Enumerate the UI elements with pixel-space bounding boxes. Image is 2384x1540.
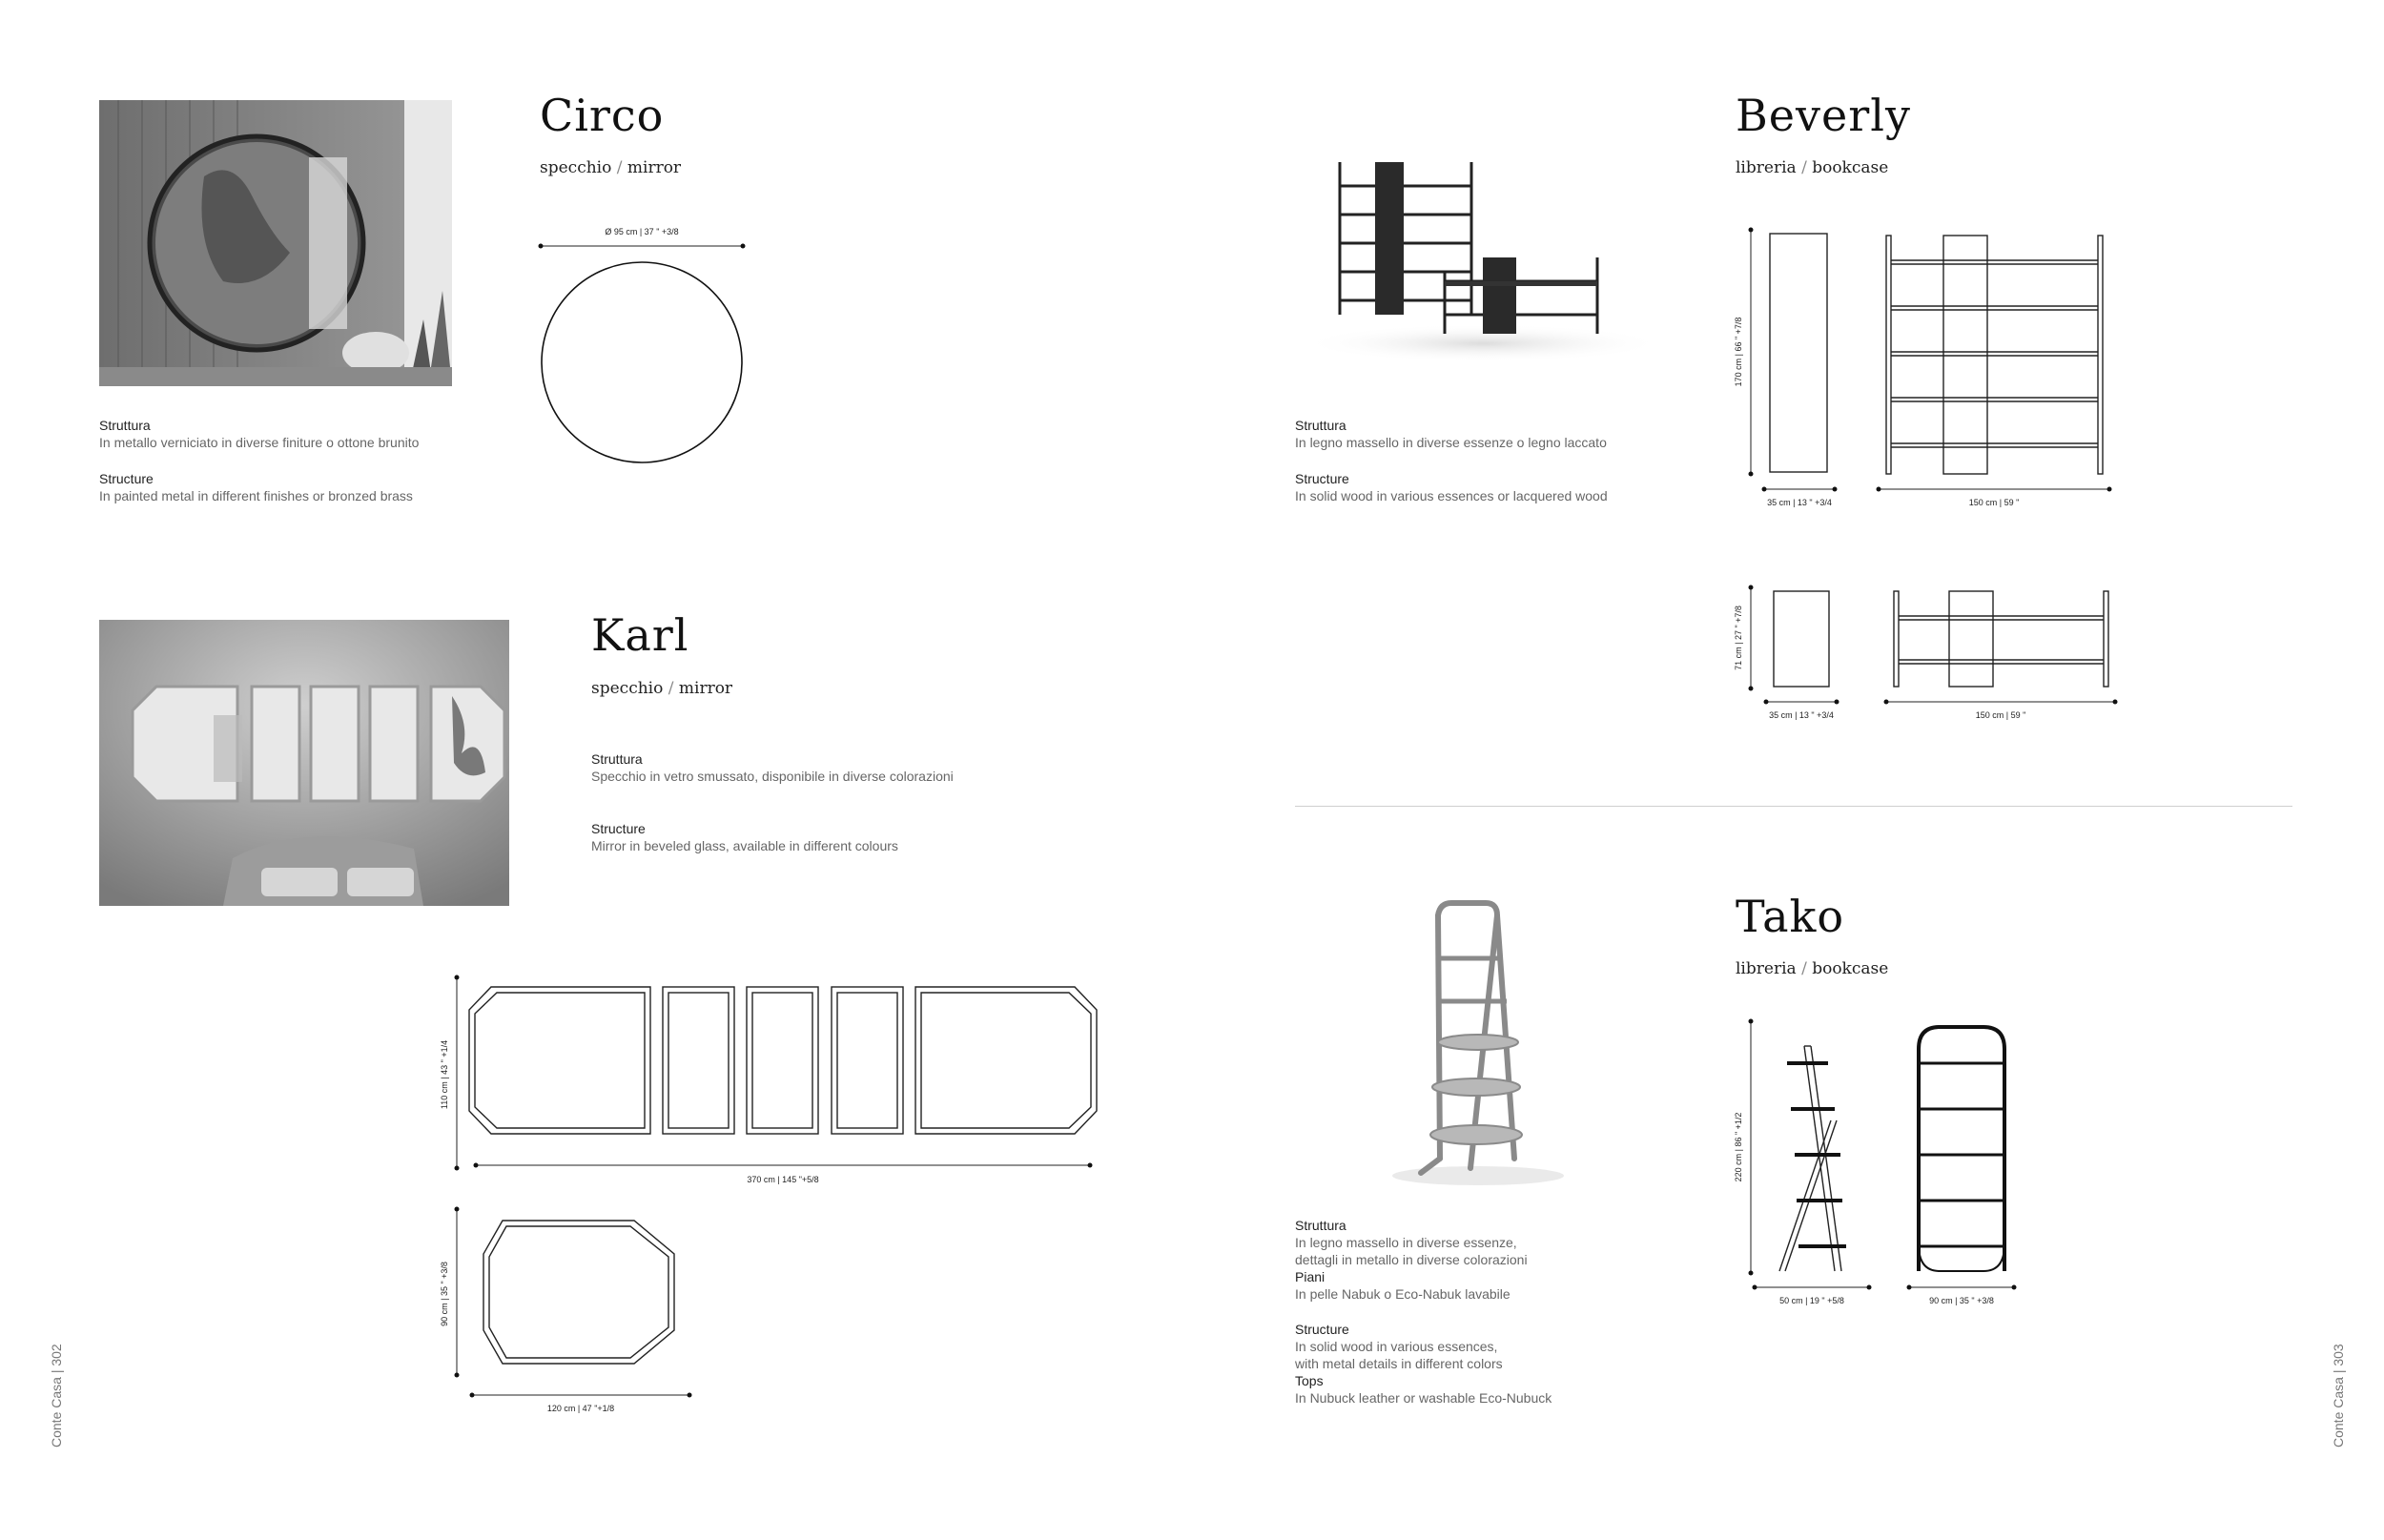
tako-tops-text: In Nubuck leather or washable Eco-Nubuck	[1295, 1390, 1552, 1406]
beverly-title: Beverly	[1736, 90, 1911, 141]
circo-photo	[99, 100, 452, 386]
karl-subtitle-en: mirror	[678, 679, 733, 698]
tako-subtitle-sep: /	[1801, 959, 1807, 978]
circo-structure-text: In painted metal in different finishes or bronzed brass	[99, 488, 413, 503]
tako-structure-label: Structure	[1295, 1322, 1349, 1337]
circo-width-label: Ø 95 cm | 37 " +3/8	[605, 227, 679, 236]
beverly-low-height-label: 71 cm | 27 " +7/8	[1734, 606, 1743, 670]
tako-tops-label: Tops	[1295, 1373, 1324, 1388]
circo-drawing	[534, 219, 753, 467]
beverly-tall-height-label: 170 cm | 66 " +7/8	[1734, 317, 1743, 387]
tako-front-width-label: 90 cm | 35 " +3/8	[1929, 1296, 1994, 1305]
footer-right-page-number: Conte Casa | 303	[2331, 1344, 2346, 1448]
tako-drawing	[1728, 1016, 2033, 1321]
beverly-tall-depth-label: 35 cm | 13 " +3/4	[1767, 498, 1832, 507]
section-divider	[1295, 806, 2292, 807]
karl-small-width-label: 120 cm | 47 "+1/8	[546, 1404, 615, 1413]
beverly-subtitle-sep: /	[1801, 158, 1807, 177]
circo-photo-illustration	[99, 100, 452, 386]
karl-large-height-label: 110 cm | 43 " +1/4	[440, 1039, 449, 1110]
karl-photo	[99, 620, 509, 906]
karl-photo-illustration	[99, 620, 509, 906]
circo-structure-label: Structure	[99, 471, 154, 486]
circo-subtitle	[540, 158, 681, 177]
beverly-structure-text: In solid wood in various essences or lacquered wood	[1295, 488, 1608, 503]
beverly-subtitle	[1736, 158, 1888, 177]
tako-struttura-line1: In legno massello in diverse essenze,	[1295, 1235, 1517, 1250]
circo-subtitle-sep: /	[616, 158, 623, 177]
tako-struttura-label: Struttura	[1295, 1218, 1346, 1233]
karl-subtitle-it: specchio	[591, 679, 664, 698]
beverly-tall-width-label: 150 cm | 59 "	[1968, 498, 2020, 507]
karl-small-drawing	[434, 1201, 701, 1421]
tako-subtitle	[1736, 959, 1888, 978]
tako-side-width-label: 50 cm | 19 " +5/8	[1779, 1296, 1844, 1305]
beverly-structure-label: Structure	[1295, 471, 1349, 486]
tako-struttura-line2: dettagli in metallo in diverse colorazioni	[1295, 1252, 1528, 1267]
beverly-low-width-label: 150 cm | 59 "	[1975, 710, 2026, 720]
beverly-struttura-text: In legno massello in diverse essenze o legno laccato	[1295, 435, 1607, 450]
tako-piani-label: Piani	[1295, 1269, 1326, 1284]
karl-subtitle	[591, 679, 732, 698]
tako-photo	[1364, 892, 1593, 1192]
karl-large-width-label: 370 cm | 145 "+5/8	[747, 1175, 819, 1184]
beverly-subtitle-en: bookcase	[1812, 158, 1889, 177]
beverly-photo	[1292, 119, 1654, 367]
tako-height-label: 220 cm | 86 " +1/2	[1734, 1112, 1743, 1182]
circo-subtitle-it: specchio	[540, 158, 612, 177]
karl-large-drawing	[434, 968, 1101, 1197]
karl-struttura-text: Specchio in vetro smussato, disponibile in diverse colorazioni	[591, 769, 954, 784]
karl-struttura-label: Struttura	[591, 751, 643, 767]
beverly-tall-drawing	[1728, 224, 2128, 520]
circo-struttura-text: In metallo verniciato in diverse finiture o ottone brunito	[99, 435, 420, 450]
tako-piani-text: In pelle Nabuk o Eco-Nabuk lavabile	[1295, 1286, 1511, 1302]
beverly-low-drawing	[1728, 582, 2128, 734]
tako-subtitle-en: bookcase	[1812, 959, 1889, 978]
karl-structure-label: Structure	[591, 821, 646, 836]
tako-title: Tako	[1736, 891, 1845, 942]
beverly-struttura-label: Struttura	[1295, 418, 1346, 433]
karl-small-height-label: 90 cm | 35 " +3/8	[440, 1262, 449, 1326]
circo-title: Circo	[540, 90, 665, 141]
beverly-subtitle-it: libreria	[1736, 158, 1797, 177]
beverly-low-depth-label: 35 cm | 13 " +3/4	[1769, 710, 1834, 720]
footer-left-page-number: Conte Casa | 302	[49, 1344, 64, 1448]
karl-subtitle-sep: /	[668, 679, 674, 698]
karl-title: Karl	[591, 609, 689, 661]
karl-structure-text: Mirror in beveled glass, available in different colours	[591, 838, 898, 853]
circo-outline	[542, 262, 742, 462]
circo-struttura-label: Struttura	[99, 418, 151, 433]
tako-structure-line1: In solid wood in various essences,	[1295, 1339, 1498, 1354]
tako-structure-line2: with metal details in different colors	[1295, 1356, 1503, 1371]
circo-subtitle-en: mirror	[627, 158, 682, 177]
tako-subtitle-it: libreria	[1736, 959, 1797, 978]
